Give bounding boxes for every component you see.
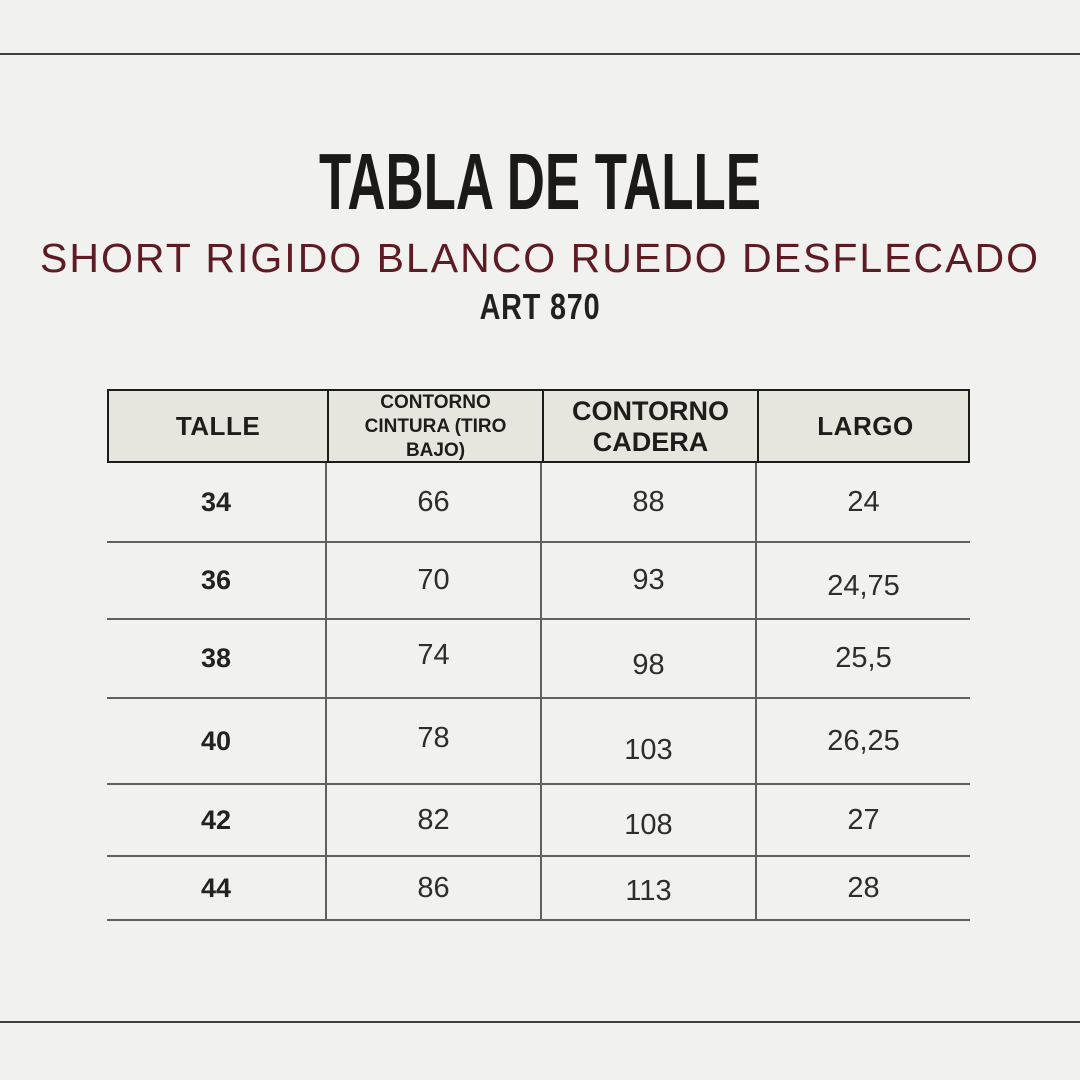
article-number: ART 870 (479, 286, 601, 327)
cadera-cell: 88 (540, 463, 755, 541)
largo-cell: 26,25 (755, 699, 970, 783)
column-header-largo: LARGO (757, 391, 972, 462)
cintura-cell: 78 (325, 699, 540, 783)
largo-cell: 28 (755, 857, 970, 919)
table-row (107, 857, 970, 921)
column-header-contorno-cintura: CONTORNO CINTURA (TIRO BAJO) (327, 391, 542, 462)
cintura-cell: 86 (325, 857, 540, 919)
cadera-cell: 113 (540, 857, 755, 919)
largo-cell: 27 (755, 785, 970, 855)
cintura-cell: 70 (325, 543, 540, 618)
table-row (107, 543, 970, 620)
table-row (107, 463, 970, 543)
size-cell: 36 (200, 565, 232, 595)
table-row (107, 620, 970, 699)
cadera-cell: 98 (540, 620, 755, 697)
size-cell: 42 (200, 804, 232, 835)
bottom-divider (0, 1021, 1080, 1023)
size-cell: 40 (200, 725, 232, 756)
largo-cell: 25,5 (755, 620, 970, 697)
table-row (107, 699, 970, 785)
column-header-talle: TALLE (175, 411, 261, 442)
size-cell: 44 (200, 872, 232, 903)
cadera-cell: 103 (540, 699, 755, 783)
size-cell: 38 (200, 643, 232, 673)
cadera-cell: 93 (540, 543, 755, 618)
largo-cell: 24,75 (755, 543, 970, 618)
column-header-contorno-cadera: CONTORNO CADERA (542, 391, 757, 462)
largo-cell: 24 (755, 463, 970, 541)
cintura-cell: 74 (325, 620, 540, 697)
page-title: TABLA DE TALLE (319, 137, 761, 226)
cadera-cell: 108 (540, 785, 755, 855)
size-table (107, 389, 970, 921)
size-cell: 34 (200, 486, 232, 517)
top-divider (0, 53, 1080, 55)
cintura-cell: 66 (325, 463, 540, 541)
cintura-cell: 82 (325, 785, 540, 855)
table-header-row (107, 389, 970, 463)
product-name: SHORT RIGIDO BLANCO RUEDO DESFLECADO (40, 235, 1040, 281)
table-row (107, 785, 970, 857)
